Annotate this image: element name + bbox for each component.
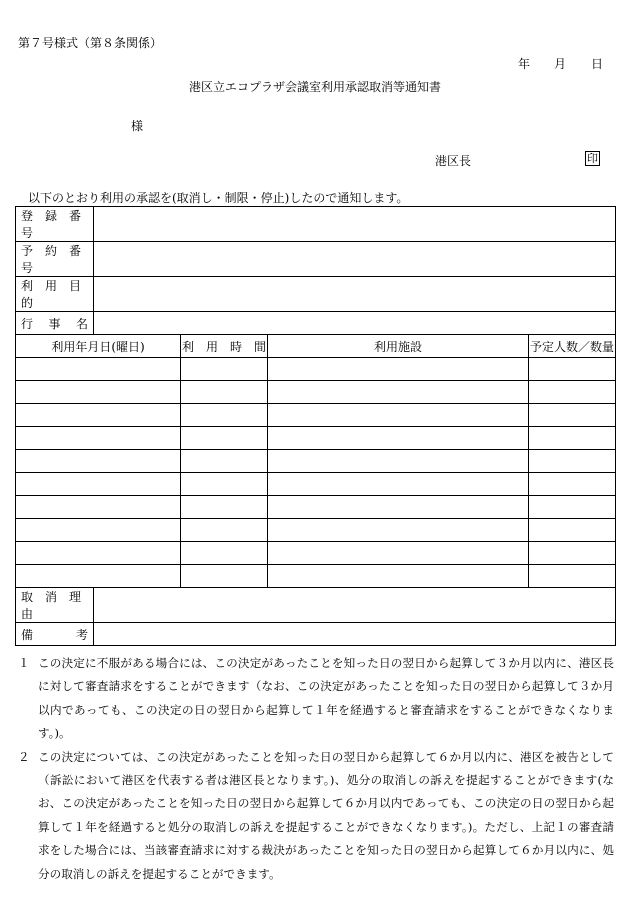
schedule-facility-cell[interactable] [268,473,529,496]
event-name-label-2: 事 [48,316,61,331]
intro-text: 以下のとおり利用の承認を(取消し・制限・停止)したので通知します。 [28,191,409,205]
col-capacity-header: 予定人数／数量 [529,335,616,358]
note-number: ２ [18,749,30,764]
schedule-capacity-cell[interactable] [529,519,616,542]
event-name-label [16,312,94,335]
col-date-header: 利用年月日(曜日) [16,335,181,358]
event-name-field[interactable] [94,312,616,335]
schedule-date-cell[interactable] [16,473,181,496]
note-item [18,746,614,886]
schedule-capacity-cell[interactable] [529,450,616,473]
reservation-number-label: 予 約 番 号 [16,242,94,277]
schedule-row [16,542,616,565]
event-name-label-1: 行 [21,316,34,331]
schedule-facility-cell[interactable] [268,404,529,427]
schedule-time-cell[interactable] [181,404,268,427]
remarks-field[interactable] [94,623,616,646]
date-month-label: 月 [554,57,567,71]
schedule-row [16,404,616,427]
schedule-row [16,358,616,381]
schedule-capacity-cell[interactable] [529,358,616,381]
schedule-time-cell[interactable] [181,519,268,542]
schedule-date-cell[interactable] [16,542,181,565]
form-number-label: 第７号様式（第８条関係） [18,36,163,50]
schedule-facility-cell[interactable] [268,565,529,588]
registration-number-field[interactable] [94,207,616,242]
schedule-date-cell[interactable] [16,404,181,427]
schedule-header-row [16,335,616,358]
cancel-reason-row [16,588,616,623]
note-text: この決定に不服がある場合には、この決定があったことを知った日の翌日から起算して３か月以内に、港区長に対して審査請求をすることができます（なお、この決定があったことを知った日の翌日から起算して３か月以内であっても、この決定の日の翌日から起算して１年を経過すると審査請求をすることができなくなります。)。 [38,656,614,741]
schedule-date-cell[interactable] [16,450,181,473]
reservation-number-field[interactable] [94,242,616,277]
schedule-date-cell[interactable] [16,427,181,450]
schedule-time-cell[interactable] [181,542,268,565]
date-day-label: 日 [591,57,604,71]
schedule-date-cell[interactable] [16,565,181,588]
schedule-date-cell[interactable] [16,381,181,404]
event-name-label-3: 名 [75,316,88,331]
schedule-time-cell[interactable] [181,450,268,473]
schedule-capacity-cell[interactable] [529,496,616,519]
schedule-capacity-cell[interactable] [529,542,616,565]
purpose-row [16,277,616,312]
registration-number-row [16,207,616,242]
schedule-row [16,450,616,473]
schedule-capacity-cell[interactable] [529,381,616,404]
issuer-name: 港区長 [435,154,472,168]
reservation-number-row [16,242,616,277]
schedule-capacity-cell[interactable] [529,404,616,427]
registration-number-label: 登 録 番 号 [16,207,94,242]
schedule-time-cell[interactable] [181,565,268,588]
schedule-capacity-cell[interactable] [529,565,616,588]
schedule-capacity-cell[interactable] [529,473,616,496]
note-text: この決定については、この決定があったことを知った日の翌日から起算して６か月以内に、港区を被告として（訴訟において港区を代表する者は港区長となります。)、処分の取消しの訴えを提起することができます(なお、この決定があったことを知った日の翌日から起算して６か月以内であっても、この決定の日の翌日から起算して１年を経過すると処分の取消しの訴えを提起することができなくなります。)。ただし、上記１の審査請求をした場合には、当該審査請求に対する裁決があったことを知った日の翌日から起算して６か月以内に、処分の取消しの訴えを提起することができます。 [38,749,614,881]
schedule-facility-cell[interactable] [268,519,529,542]
remarks-label [16,623,94,646]
schedule-date-cell[interactable] [16,496,181,519]
seal-mark: 印 [587,152,598,165]
remarks-label-1: 備 [21,627,34,642]
event-name-row [16,312,616,335]
col-facility-header: 利用施設 [268,335,529,358]
schedule-capacity-cell[interactable] [529,427,616,450]
schedule-row [16,427,616,450]
schedule-time-cell[interactable] [181,427,268,450]
col-time-header: 利 用 時 間 [181,335,268,358]
schedule-row [16,473,616,496]
purpose-field[interactable] [94,277,616,312]
remarks-row [16,623,616,646]
recipient-suffix: 様 [131,119,144,133]
document-title: 港区立エコプラザ会議室利用承認取消等通知書 [188,80,441,94]
schedule-row [16,381,616,404]
schedule-row [16,565,616,588]
cancel-reason-label: 取 消 理 由 [16,588,94,623]
schedule-facility-cell[interactable] [268,427,529,450]
schedule-row [16,519,616,542]
schedule-date-cell[interactable] [16,519,181,542]
schedule-facility-cell[interactable] [268,542,529,565]
note-number: １ [18,656,30,670]
schedule-row [16,496,616,519]
date-year-label: 年 [518,57,531,71]
schedule-rows [16,358,616,588]
cancel-reason-field[interactable] [94,588,616,623]
note-item [18,652,614,746]
schedule-facility-cell[interactable] [268,381,529,404]
schedule-time-cell[interactable] [181,496,268,519]
schedule-time-cell[interactable] [181,358,268,381]
schedule-facility-cell[interactable] [268,450,529,473]
notice-form-table [15,206,616,646]
purpose-label: 利 用 目 的 [16,277,94,312]
schedule-facility-cell[interactable] [268,496,529,519]
schedule-facility-cell[interactable] [268,358,529,381]
notes-section [18,652,614,886]
schedule-time-cell[interactable] [181,381,268,404]
schedule-date-cell[interactable] [16,358,181,381]
remarks-label-2: 考 [75,627,88,642]
schedule-time-cell[interactable] [181,473,268,496]
